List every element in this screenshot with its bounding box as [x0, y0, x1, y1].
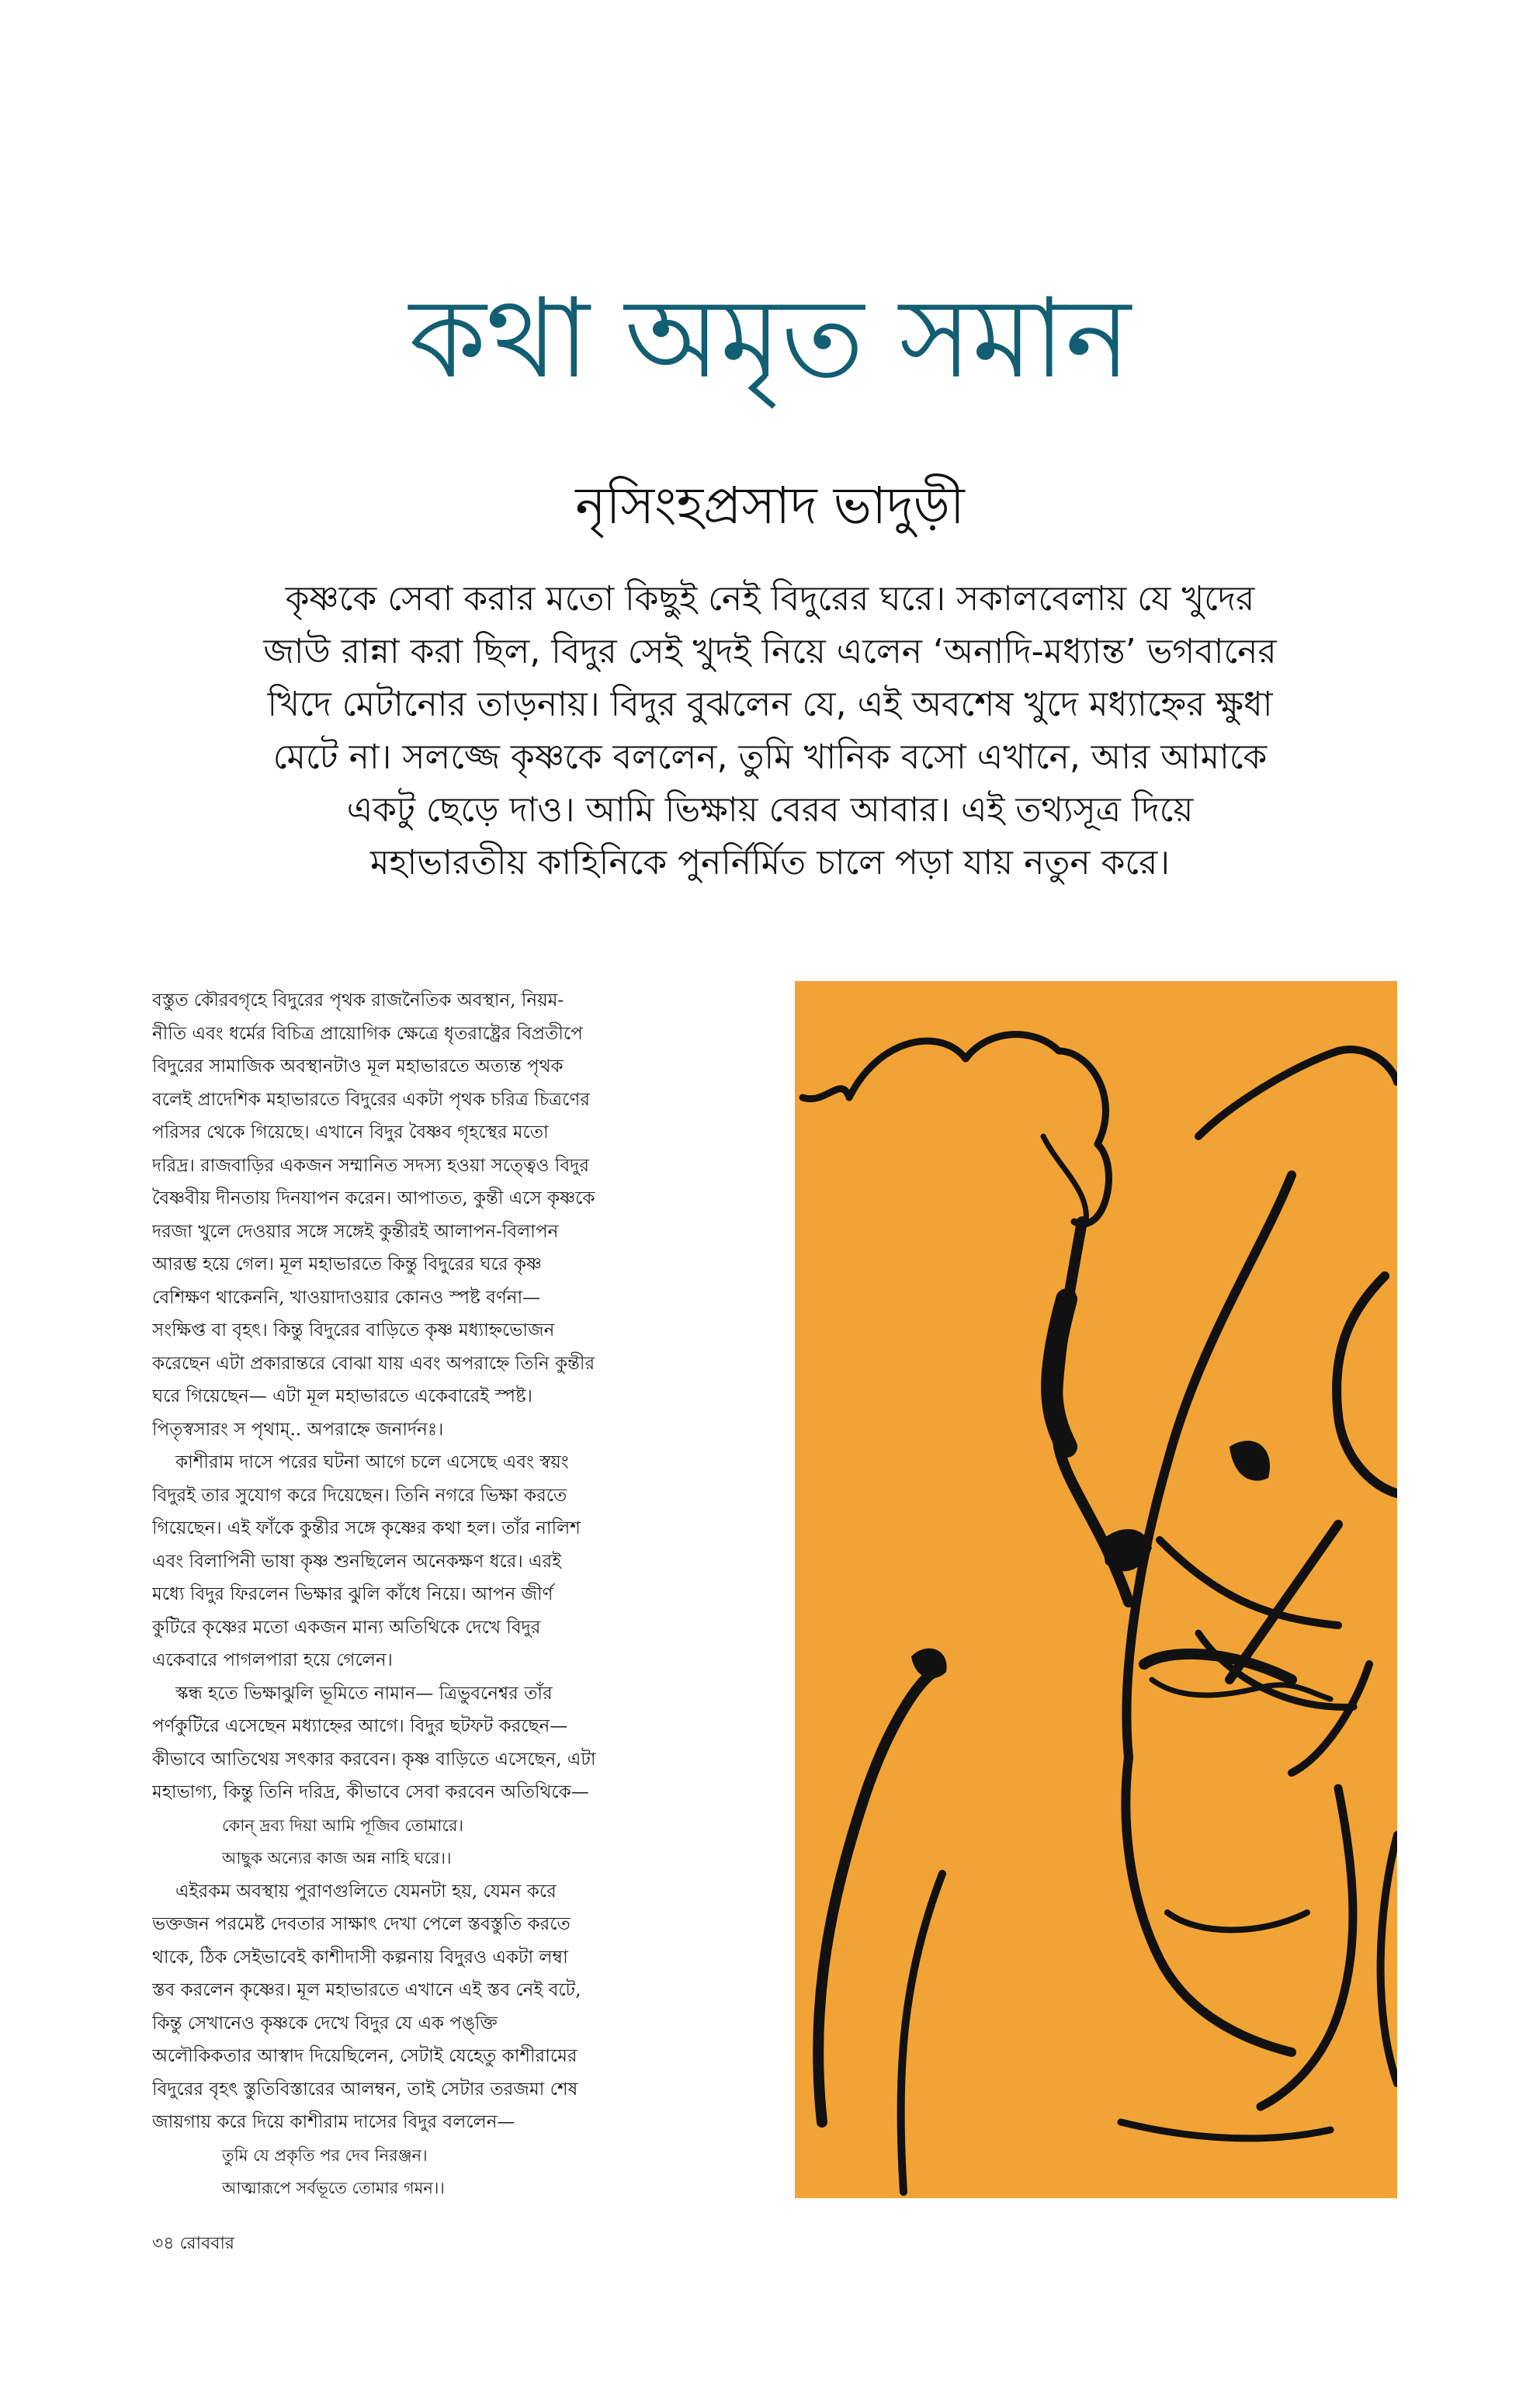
- article-author: নৃসিংহপ্রসাদ ভাদুড়ী: [575, 476, 965, 536]
- illustration-artwork: [795, 981, 1397, 2198]
- body-line: করেছেন এটা প্রকারান্তরে বোঝা যায় এবং অপরাহ্নে তিনি কুন্তীর: [152, 1353, 595, 1374]
- body-line: বলেই প্রাদেশিক মহাভারতে বিদুরের একটা পৃথক চরিত্র চিত্রণের: [152, 1089, 590, 1110]
- body-line: কুটিরে কৃষ্ণের মতো একজন মান্য অতিথিকে দেখে বিদুর: [152, 1617, 541, 1638]
- hem-stroke: [1167, 1913, 1307, 1930]
- base-stroke: [1121, 2122, 1330, 2138]
- body-line: কিন্তু সেখানেও কৃষ্ণকে দেখে বিদুর যে এক পঙ্‌ক্তি: [152, 2013, 498, 2034]
- brush-ink-figure-illustration: [795, 981, 1397, 2198]
- body-line: গিয়েছেন। এই ফাঁকে কুন্তীর সঙ্গে কৃষ্ণের কথা হল। তাঁর নালিশ: [152, 1518, 581, 1538]
- ink-blob: [1230, 1441, 1270, 1480]
- article-lede: [147, 573, 1393, 890]
- body-line: মধ্যে বিদুর ফিরলেন ভিক্ষার ঝুলি কাঁধে নিয়ে। আপন জীর্ণ: [152, 1584, 553, 1604]
- body-line: এইরকম অবস্থায় পুরাণগুলিতে যেমনটা হয়, যেমন করে: [175, 1881, 557, 1902]
- right-hook-stroke: [1337, 1276, 1397, 1493]
- right-arc-stroke: [1198, 1049, 1397, 1136]
- body-line: মহাভাগ্য, কিন্তু তিনি দরিদ্র, কীভাবে সেবা করবেন অতিথিকে—: [152, 1782, 589, 1802]
- lede-line: মেটে না। সলজ্জে কৃষ্ণকে বললেন, তুমি খানিক বসো এখানে, আর আমাকে: [272, 737, 1268, 777]
- body-line: পিতৃস্বসারং স পৃথাম্‌.. অপরাহ্নে জনার্দনঃ।: [152, 1419, 444, 1440]
- ink-blob: [911, 1649, 947, 1679]
- body-line: কাশীরাম দাসে পরের ঘটনা আগে চলে এসেছে এবং স্বয়ং: [175, 1452, 569, 1472]
- edge-right-stroke: [1381, 1835, 1397, 2083]
- chest-wave-stroke: [1152, 1680, 1330, 1699]
- cloud-stroke: [803, 1035, 1108, 1224]
- body-line: জায়গায় করে দিয়ে কাশীরাম দাসের বিদুর বললেন—: [152, 2112, 515, 2132]
- body-line: থাকে, ঠিক সেইভাবেই কাশীদাসী কল্পনায় বিদুরও একটা লম্বা: [152, 1947, 568, 1968]
- body-line: স্কন্ধ হতে ভিক্ষাঝুলি ভূমিতে নামান— ত্রিভুবনেশ্বর তাঁর: [175, 1683, 553, 1704]
- body-line: পরিসর থেকে গিয়েছে। এখানে বিদুর বৈষ্ণব গৃহস্থের মতো: [152, 1122, 549, 1143]
- body-line: আরম্ভ হয়ে গেল। মূল মহাভারতে কিন্তু বিদুরের ঘরে কৃষ্ণ: [152, 1254, 542, 1275]
- body-line: দরজা খুলে দেওয়ার সঙ্গে সঙ্গেই কুন্তীরই আলাপন-বিলাপন: [152, 1221, 559, 1242]
- verse-line: কোন্ দ্রব্য দিয়া আমি পূজিব তোমারে।: [222, 1816, 463, 1835]
- cloud-dip-stroke: [1043, 1136, 1086, 1222]
- body-line: সংক্ষিপ্ত বা বৃহৎ। কিন্তু বিদুরের বাড়িতে কৃষ্ণ মধ্যাহ্নভোজন: [152, 1320, 555, 1340]
- body-line: বিদুরের সামাজিক অবস্থানটাও মূল মহাভারতে অত্যন্ত পৃথক: [152, 1056, 564, 1077]
- body-line: অলৌকিকতার আস্বাদ দিয়েছিলেন, সেটাই যেহেতু কাশীরামের: [152, 2046, 578, 2066]
- ink-fills: [911, 1441, 1270, 1678]
- trunk-stroke: [818, 1672, 935, 2122]
- lede-line: মহাভারতীয় কাহিনিকে পুনর্নির্মিত চালে পড়া যায় নতুন করে।: [369, 843, 1171, 883]
- body-line: বেশিক্ষণ থাকেননি, খাওয়াদাওয়ার কোনও স্পষ্ট বর্ণনা—: [152, 1287, 541, 1308]
- body-line: ঘরে গিয়েছেন— এটা মূল মহাভারতে একেবারেই স্পষ্ট।: [152, 1386, 532, 1406]
- page-footer: ৩৪ রোববার: [152, 2234, 234, 2253]
- lower-right-stroke: [1261, 1788, 1353, 2107]
- trunk-inner-stroke: [901, 1874, 942, 2192]
- verse-line: আত্মারূপে সর্বভূতে তোমার গমন।।: [222, 2179, 445, 2197]
- body-line: বৈষ্ণবীয় দীনতায় দিনযাপন করেন। আপাতত, কুন্তী এসে কৃষ্ণকে: [152, 1188, 595, 1209]
- body-line: ভক্তজন পরমেষ্ট দেবতার সাক্ষাৎ দেখা পেলে স্তবস্তুতি করতে: [152, 1914, 571, 1934]
- lede-line: খিদে মেটানোর তাড়নায়। বিদুর বুঝলেন যে, এই অবশেষ খুদে মধ্যাহ্নের ক্ষুধা: [267, 685, 1273, 724]
- lede-line: একটু ছেড়ে দাও। আমি ভিক্ষায় বেরব আবার। এই তথ্যসূত্র দিয়ে: [346, 790, 1194, 830]
- article-title: কথা অমৃত সমান: [409, 275, 1131, 403]
- arm-lower-stroke: [1292, 1664, 1369, 1773]
- body-line: কীভাবে আতিথেয় সৎকার করবেন। কৃষ্ণ বাড়িতে এসেছেন, এটা: [152, 1749, 596, 1770]
- verse-line: তুমি যে প্রকৃতি পর দেব নিরঞ্জন।: [222, 2145, 428, 2165]
- verse-line: আছুক অন্যের কাজ অন্ন নাহি ঘরে।।: [222, 1849, 452, 1868]
- torso-stroke: [1160, 1540, 1338, 1625]
- left-wedge-stroke: [1052, 1299, 1067, 1447]
- body-line: বস্তুত কৌরবগৃহে বিদুরের পৃথক রাজনৈতিক অবস্থান, নিয়ম-: [152, 990, 564, 1011]
- body-line: নীতি এবং ধর্মের বিচিত্র প্রায়োগিক ক্ষেত্রে ধৃতরাষ্ট্রের বিপ্রতীপে: [152, 1023, 583, 1044]
- body-line: একেবারে পাগলপারা হয়ে গেলেন।: [152, 1650, 393, 1670]
- body-line: বিদুরই তার সুযোগ করে দিয়েছেন। তিনি নগরে ভিক্ষা করতে: [152, 1485, 567, 1506]
- body-line: বিদুরের বৃহৎ স্তুতিবিস্তারের আলম্বন, তাই সেটার তরজমা শেষ: [152, 2079, 578, 2100]
- body-line: পর্ণকুটিরে এসেছেন মধ্যাহ্নের আগে। বিদুর ছটফট করছেন—: [152, 1716, 568, 1736]
- lower-body-stroke: [1126, 1757, 1292, 2052]
- lede-line: কৃষ্ণকে সেবা করার মতো কিছুই নেই বিদুরের ঘরে। সকালবেলায় যে খুদের: [285, 579, 1255, 619]
- article-body: [152, 984, 742, 2205]
- body-line: স্তব করলেন কৃষ্ণের। মূল মহাভারতে এখানে এই স্তব নেই বটে,: [152, 1980, 581, 2000]
- lede-line: জাউ রান্না করা ছিল, বিদুর সেই খুদই নিয়ে এলেন ‘অনাদি-মধ্যান্ত’ ভগবানের: [263, 632, 1277, 671]
- chest-stroke: [1144, 1654, 1292, 1680]
- body-line: এবং বিলাপিনী ভাষা কৃষ্ণ শুনছিলেন অনেকক্ষণ ধরে। এরই: [152, 1551, 562, 1572]
- body-line: দরিদ্র। রাজবাড়ির একজন সম্মানিত সদস্য হওয়া সত্ত্বেও বিদুর: [152, 1155, 589, 1176]
